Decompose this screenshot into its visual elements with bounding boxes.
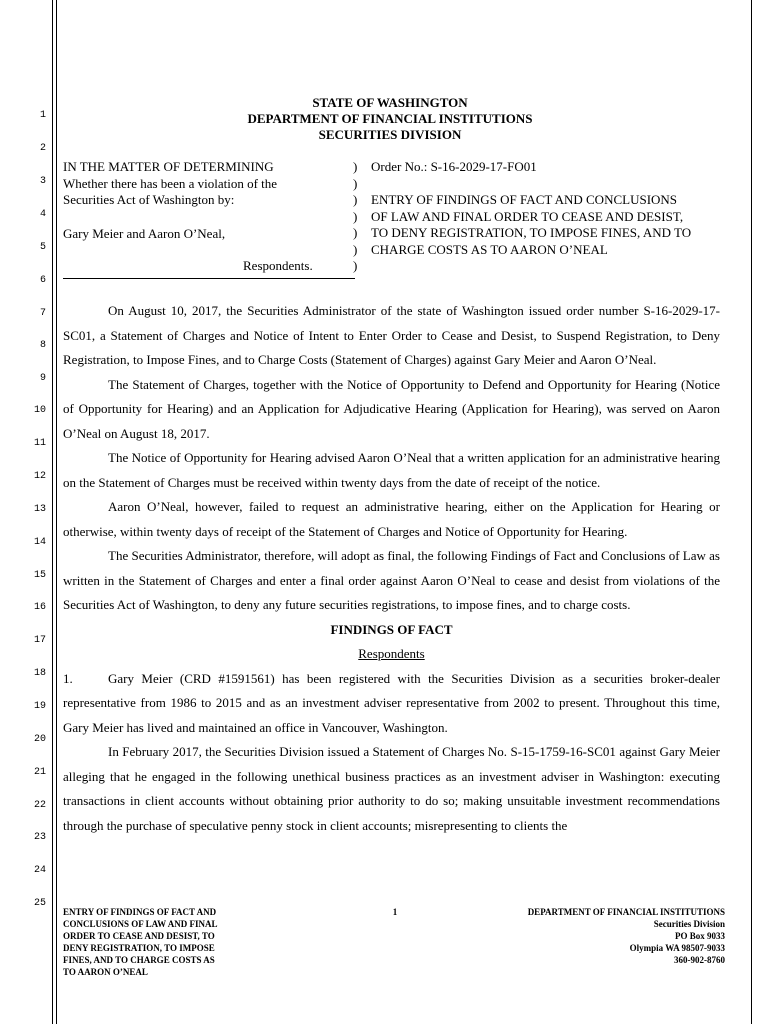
footer-title-line: DENY REGISTRATION, TO IMPOSE — [63, 943, 215, 953]
line-number: 5 — [39, 242, 46, 253]
line-number: 19 — [33, 701, 46, 712]
finding-1-text: Gary Meier (CRD #1591561) has been registered with the Securities Division as a securities broker-dealer representative from 1986 to 2015 and as an investment adviser representative from 2002 to present. Throughout this time, Gary Meier has lived and maintained an office in Vancouver, Washington. — [63, 670, 720, 735]
paragraph-statement-issued: On August 10, 2017, the Securities Administrator of the state of Washington issued order number S-16-2029-17-SC01, a Statement of Charges and Notice of Intent to Enter Order to Cease and Desist, to Suspend Registration, to Deny Registration, to Impose Fines, and to Charge Costs (Statement of Charges) against Gary Meier and Aaron O’Neal. — [63, 303, 720, 367]
left-margin-rule-inner — [56, 0, 57, 1024]
right-margin-rule — [751, 0, 752, 1024]
line-number: 20 — [33, 734, 46, 745]
finding-number: 1. — [63, 670, 73, 686]
footer-address-line: DEPARTMENT OF FINANCIAL INSTITUTIONS — [527, 907, 725, 917]
line-number: 24 — [33, 865, 46, 876]
paren: ) — [353, 209, 358, 224]
footer-title-line: ENTRY OF FINDINGS OF FACT AND — [63, 907, 217, 917]
header-department: DEPARTMENT OF FINANCIAL INSTITUTIONS — [247, 111, 533, 126]
line-number: 9 — [39, 373, 46, 384]
footer-address-line: PO Box 9033 — [674, 931, 725, 941]
footer-title-line: TO AARON O’NEAL — [63, 967, 148, 977]
respondents-label: Respondents. — [243, 258, 313, 273]
section-title: FINDINGS OF FACT — [330, 621, 453, 637]
paragraph-service: The Statement of Charges, together with the Notice of Opportunity to Defend and Opportunity for Hearing (Notice of Opportunity for Hearing) and an Application for Adjudicative Hearing (Application for Hearing), was served on Aaron O’Neal on August 18, 2017. — [63, 376, 720, 441]
line-number: 6 — [39, 275, 46, 286]
line-number: 2 — [39, 143, 46, 154]
line-number: 12 — [33, 471, 46, 482]
line-number: 18 — [33, 668, 46, 679]
header-division: SECURITIES DIVISION — [318, 127, 462, 142]
page-number: 1 — [392, 907, 398, 917]
line-number: 1 — [39, 110, 46, 121]
left-margin-rule-outer — [52, 0, 53, 1024]
line-number: 22 — [33, 800, 46, 811]
paragraph-no-hearing: Aaron O’Neal, however, failed to request an administrative hearing, either on the Application for Hearing or otherwise, within twenty days of receipt of the Statement of Charges and Notice of Opportunity for Hearing. — [63, 499, 720, 539]
paragraph-notice: The Notice of Opportunity for Hearing advised Aaron O’Neal that a written application for an administrative hearing on the Statement of Charges must be received within twenty days from the date of receipt of the notice. — [63, 450, 720, 490]
header-state: STATE OF WASHINGTON — [312, 95, 468, 110]
line-number: 8 — [39, 340, 46, 351]
footer-title-line: ORDER TO CEASE AND DESIST, TO — [63, 931, 215, 941]
paren: ) — [353, 176, 358, 191]
order-title-line-3: TO DENY REGISTRATION, TO IMPOSE FINES, AND TO — [371, 225, 692, 240]
line-number: 25 — [33, 898, 46, 909]
footer-title-line: CONCLUSIONS OF LAW AND FINAL — [63, 919, 218, 929]
line-number: 16 — [33, 602, 46, 613]
line-number: 11 — [33, 438, 46, 449]
paren: ) — [353, 242, 358, 257]
finding-1 — [63, 667, 720, 741]
order-title-line-1: ENTRY OF FINDINGS OF FACT AND CONCLUSIONS — [371, 192, 678, 207]
line-number: 14 — [33, 537, 46, 548]
matter-line-1: IN THE MATTER OF DETERMINING — [63, 159, 274, 174]
paragraph-prior-charges: In February 2017, the Securities Division issued a Statement of Charges No. S-15-1759-16-SC01 against Gary Meier alleging that he engaged in the following unethical business practices as an investment adviser in Washington: executing transactions in client accounts without obtaining prior authority to do so; making unsuitable investment recommendations through the purchase of speculative penny stock in client accounts; misrepresenting to clients the — [63, 744, 720, 833]
order-body — [63, 299, 720, 838]
order-title-line-2: OF LAW AND FINAL ORDER TO CEASE AND DESIST, — [371, 209, 684, 224]
line-number: 3 — [39, 176, 46, 187]
section-subtitle: Respondents — [358, 646, 425, 661]
line-number: 23 — [33, 832, 46, 843]
footer-address-line: Securities Division — [653, 919, 725, 929]
paren: ) — [353, 192, 358, 207]
matter-line-2: Whether there has been a violation of the — [63, 176, 278, 191]
order-number: Order No.: S-16-2029-17-FO01 — [371, 159, 537, 174]
paren: ) — [353, 258, 358, 273]
matter-line-3: Securities Act of Washington by: — [63, 192, 235, 207]
order-title-line-4: CHARGE COSTS AS TO AARON O’NEAL — [371, 242, 608, 257]
paragraph-adoption: The Securities Administrator, therefore, will adopt as final, the following Findings of Fact and Conclusions of Law as written in the Statement of Charges and enter a final order against Aaron O’Neal to cease and desist from violations of the Securities Act of Washington, to deny any future securities registrations, to impose fines, and to charge costs. — [63, 548, 720, 612]
line-number: 4 — [39, 209, 46, 220]
paren: ) — [353, 159, 358, 174]
footer-title-line: FINES, AND TO CHARGE COSTS AS — [63, 955, 215, 965]
line-number: 17 — [33, 635, 46, 646]
footer-address-line: Olympia WA 98507-9033 — [629, 943, 725, 953]
line-number: 10 — [33, 405, 46, 416]
footer-agency-address — [480, 906, 725, 966]
line-number: 15 — [33, 570, 46, 581]
caption-underline — [63, 278, 355, 279]
line-number: 21 — [33, 767, 46, 778]
respondent-names: Gary Meier and Aaron O’Neal, — [63, 226, 226, 241]
footer-address-line: 360-902-8760 — [674, 955, 725, 965]
footer-document-title — [63, 906, 263, 978]
line-number: 7 — [39, 308, 46, 319]
paren: ) — [353, 225, 358, 240]
line-number: 13 — [33, 504, 46, 515]
